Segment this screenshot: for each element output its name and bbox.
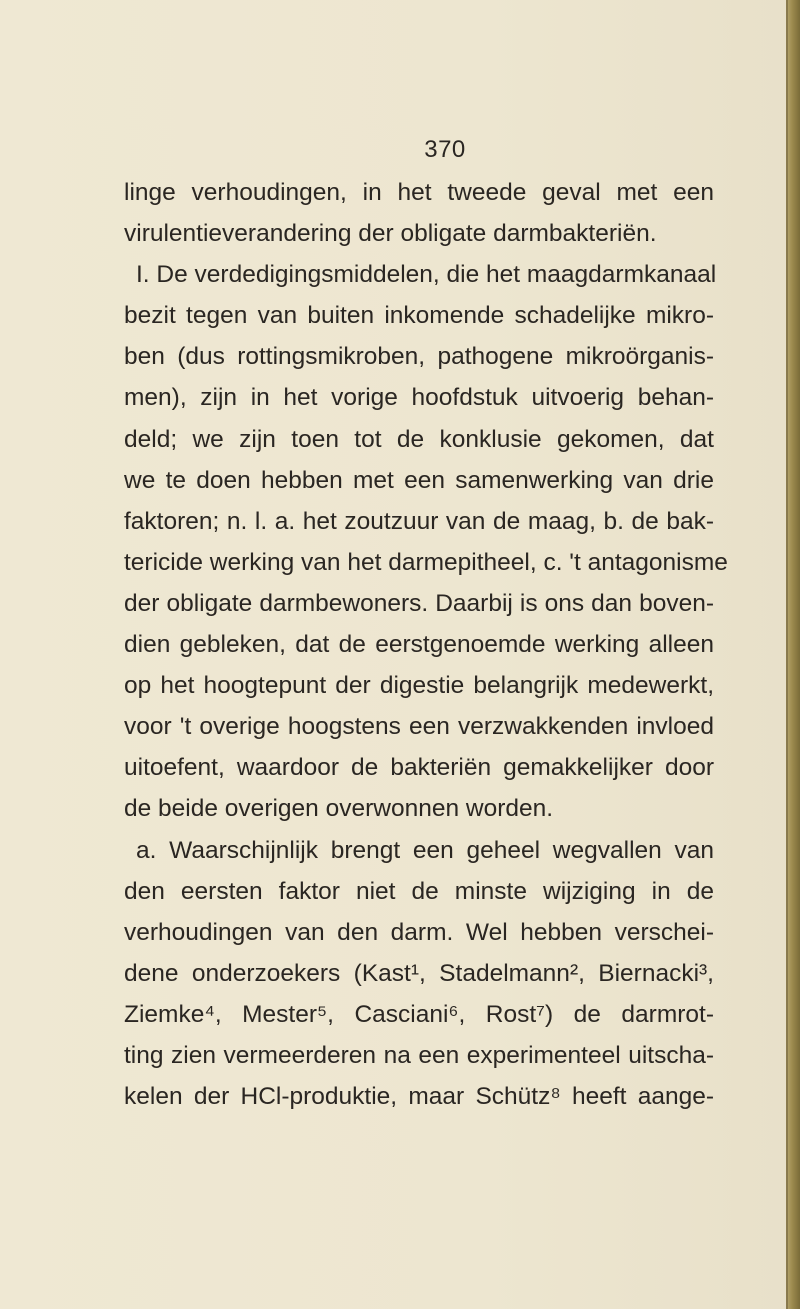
text-line: linge verhoudingen, in het tweede geval met een	[124, 179, 714, 206]
text-line: tericide werking van het darmepitheel, c. 't antagonisme	[124, 548, 728, 576]
text-line: kelen der HCl-produktie, maar Schütz⁸ heeft aange-	[124, 1083, 714, 1111]
text-line: we te doen hebben met een samenwerking van drie	[124, 466, 714, 494]
text-line: a. Waarschijnlijk brengt een geheel wegvallen van	[136, 836, 714, 864]
text-line: faktoren; n. l. a. het zoutzuur van de maag, b. de bak-	[124, 507, 714, 535]
text-line: virulentieverandering der obligate darmbakteriën.	[124, 220, 657, 248]
text-line: den eersten faktor niet de minste wijziging in de	[124, 877, 714, 905]
text-line: dene onderzoekers (Kast¹, Stadelmann², Biernacki³,	[124, 959, 714, 987]
text-line: dien gebleken, dat de eerstgenoemde werking alleen	[124, 631, 714, 659]
text-line: der obligate darmbewoners. Daarbij is ons dan boven-	[124, 589, 714, 617]
text-line: I. De verdedigingsmiddelen, die het maagdarmkanaal	[136, 261, 717, 289]
text-line: ting zien vermeerderen na een experimenteel uitscha-	[124, 1041, 714, 1069]
text-line: verhoudingen van den darm. Wel hebben verschei-	[124, 918, 714, 946]
text-line: uitoefent, waardoor de bakteriën gemakkelijker door	[124, 754, 714, 782]
text-line: deld; we zijn toen tot de konklusie gekomen, dat	[124, 425, 714, 453]
body-text	[124, 172, 728, 1117]
text-line: de beide overigen overwonnen worden.	[124, 795, 554, 823]
page-number: 370	[424, 136, 466, 163]
page-edge-line	[786, 0, 788, 1309]
text-line: bezit tegen van buiten inkomende schadelijke mikro-	[124, 302, 714, 330]
text-line: voor 't overige hoogstens een verzwakkenden invloed	[124, 713, 714, 741]
text-line: ben (dus rottingsmikroben, pathogene mikroörganis-	[124, 343, 714, 371]
page-edge	[786, 0, 800, 1309]
text-line: men), zijn in het vorige hoofdstuk uitvoerig behan-	[124, 384, 714, 412]
text-line: op het hoogtepunt der digestie belangrijk medewerkt,	[124, 672, 714, 700]
text-line: Ziemke⁴, Mester⁵, Casciani⁶, Rost⁷) de darmrot-	[124, 1000, 714, 1028]
